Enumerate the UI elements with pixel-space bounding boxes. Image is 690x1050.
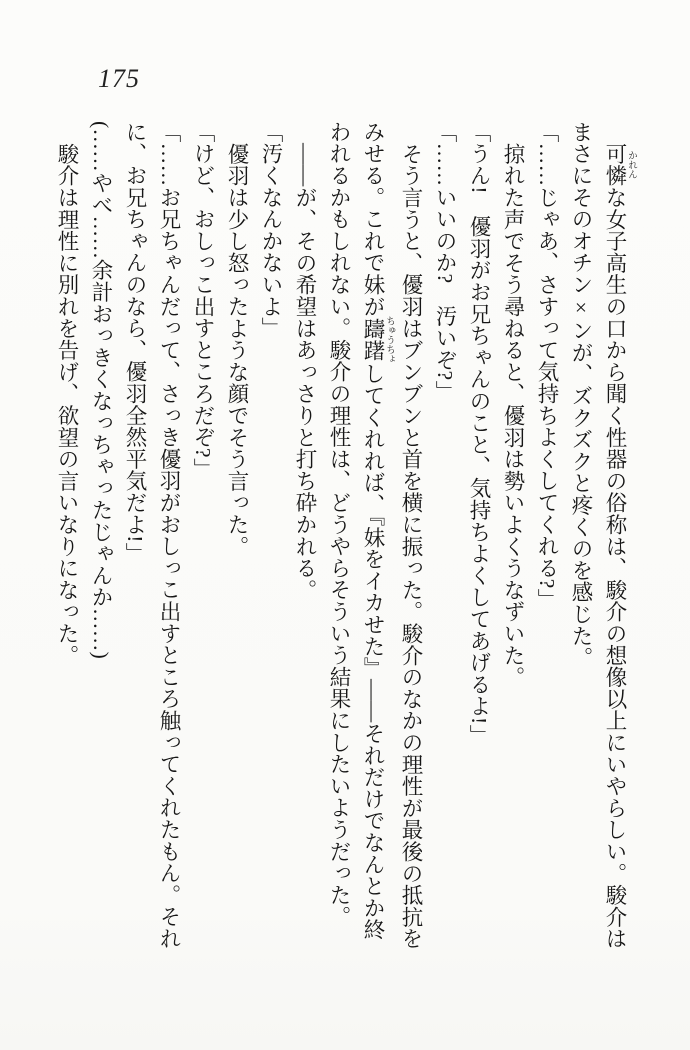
text-column-12: 優羽は少し怒ったような顔でそう言った。 [225, 142, 249, 557]
text-column-5: 「うん! 優羽がお兄ちゃんのこと、気持ちよくしてあげるよ!」 [467, 121, 491, 747]
text-column-11: 「汚くなんかないよ」 [259, 121, 283, 339]
text-column-7: そう言うと、優羽はブンブンと首を横に振った。駿介のなかの理性が最後の抵抗を [399, 142, 423, 950]
text-column-10: ――が、その希望はあっさりと打ち砕かれる。 [293, 142, 317, 601]
text-column-6: 「……いいのか? 汚いぞ?」 [433, 121, 457, 403]
text-column-3: 「……じゃあ、さすって気持ちよくしてくれる?」 [535, 121, 559, 611]
text-column-9: われるかもしれない。駿介の理性は、どうやらそういう結果にしたいようだった。 [327, 121, 351, 928]
ruby-annotated-word: 躊躇 ちゅうちょ [361, 316, 394, 364]
text-column-14: 「……お兄ちゃんだって、さっき優羽がおしっこ出すところ触ってくれたもん。それ [157, 121, 181, 950]
page-number: 175 [98, 64, 140, 93]
ruby-annotated-word: 可憐 かれん [603, 142, 636, 187]
text-column-8: みせる。これで妹が躊躇 ちゅうちょしてくれれば、『妹をイカせた』――それだけでなんとか終 [361, 121, 394, 941]
text-column-17: 駿介は理性に別れを告げ、欲望の言いなりになった。 [55, 142, 79, 666]
text-column-16: (……やべ……余計おっきくなっちゃったじゃんか……) [89, 121, 113, 660]
text-column-13: 「けど、おしっこ出すところだぞ?」 [191, 121, 215, 480]
furigana: ちゅうちょ [384, 316, 394, 364]
vertical-text-block [50, 121, 636, 953]
text-column-4: 掠れた声でそう尋ねると、優羽は勢いよくうなずいた。 [501, 142, 525, 688]
furigana: かれん [626, 142, 636, 187]
text-column-1: 可憐 かれんな女子高生の口から聞く性器の俗称は、駿介の想像以上にいやらしい。駿介は [603, 142, 636, 950]
text-column-2: まさにそのオチン×ンが、ズクズクと疼くのを感じた。 [569, 121, 593, 669]
text-column-15: に、お兄ちゃんのなら、優羽全然平気だよ!」 [123, 121, 147, 565]
